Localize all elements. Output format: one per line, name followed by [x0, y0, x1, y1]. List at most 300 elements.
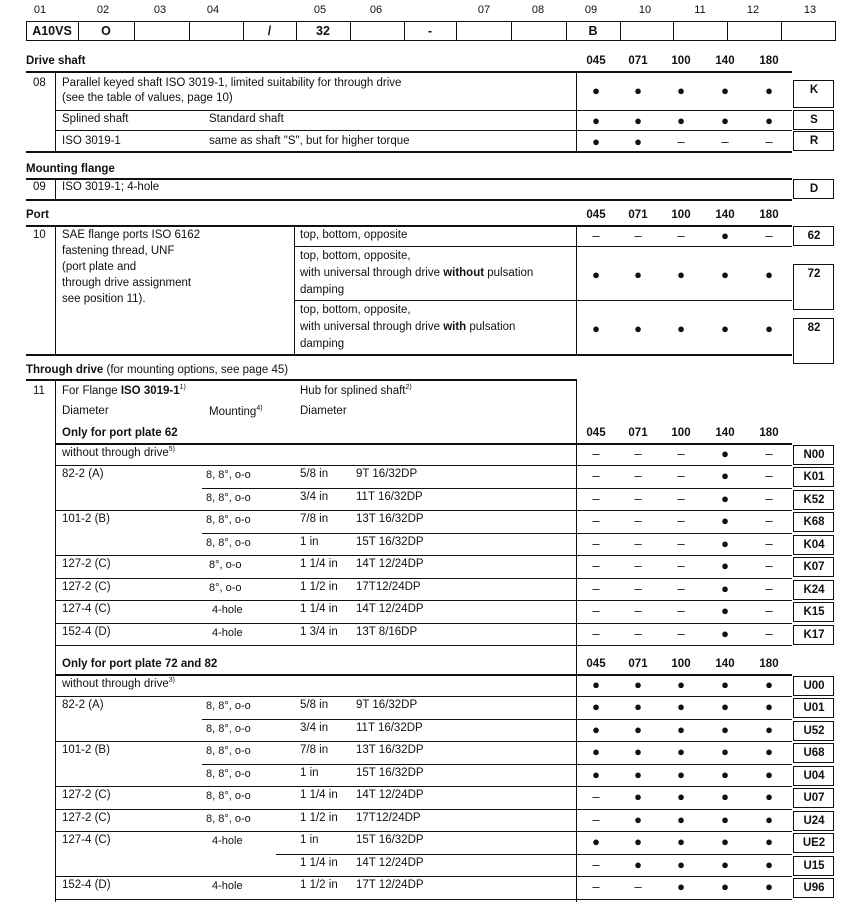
- mark-140: ●: [721, 625, 729, 641]
- mark-180: ●: [765, 834, 773, 849]
- diameter-header: Diameter: [62, 405, 109, 417]
- rule: [26, 71, 792, 73]
- mark-045: –: [592, 513, 600, 528]
- size-header-140: 140: [715, 658, 735, 670]
- option-label: Splined shaft: [62, 113, 129, 125]
- mark-100: ●: [677, 856, 685, 872]
- flange-size: 152-4 (D): [62, 625, 111, 638]
- mark-180: ●: [765, 789, 773, 804]
- position-number: 13: [803, 4, 817, 16]
- mark-100: –: [677, 134, 685, 149]
- size-header-045: 045: [586, 209, 606, 221]
- option-desc: Standard shaft: [209, 113, 284, 125]
- hub-diameter: 1 1/4 in: [300, 856, 338, 869]
- option-label: ISO 3019-1; 4-hole: [62, 181, 160, 193]
- mark-180: –: [765, 446, 773, 461]
- rule: [202, 764, 792, 765]
- rule: [26, 225, 792, 227]
- mark-045: –: [592, 811, 600, 827]
- mark-045: ●: [592, 766, 600, 782]
- section-title: [26, 364, 288, 376]
- footnote-ref: 4): [256, 405, 263, 412]
- mark-180: ●: [765, 267, 773, 282]
- mark-045: ●: [592, 699, 600, 714]
- port-option: [300, 321, 515, 333]
- mark-180: ●: [765, 113, 773, 128]
- mark-071: ●: [634, 267, 642, 282]
- position-number: 07: [477, 4, 491, 16]
- type-code-value: B: [588, 24, 598, 38]
- mark-045: ●: [592, 721, 600, 737]
- mounting-icon: 8, 8°, o-o: [206, 790, 251, 802]
- hub-diameter: 5/8 in: [300, 699, 329, 711]
- order-code: U68: [803, 747, 825, 759]
- type-code-divider: [189, 21, 190, 41]
- mounting-icon: 8, 8°, o-o: [206, 722, 251, 735]
- mark-140: ●: [721, 879, 729, 894]
- rule: [294, 225, 295, 354]
- position-number: 08: [531, 4, 545, 16]
- rule: [55, 443, 792, 445]
- mark-071: –: [634, 580, 642, 596]
- size-header-071: 071: [628, 658, 648, 670]
- mark-100: –: [677, 490, 685, 506]
- mark-140: ●: [721, 677, 729, 692]
- mark-100: ●: [677, 721, 685, 737]
- mark-100: –: [677, 446, 685, 461]
- hub-diameter: 1 in: [300, 834, 319, 846]
- position-number: 10: [638, 4, 652, 16]
- mark-100: ●: [677, 83, 685, 98]
- order-code: U24: [803, 814, 825, 827]
- order-code: U52: [803, 724, 825, 737]
- mark-045: ●: [592, 321, 600, 336]
- mounting-icon: 8, 8°, o-o: [206, 469, 251, 481]
- mark-100: ●: [677, 267, 685, 282]
- flange-size: 152-4 (D): [62, 879, 111, 891]
- section-title: Drive shaft: [26, 55, 86, 67]
- spline-spec: 17T12/24DP: [356, 811, 421, 824]
- mark-140: ●: [721, 267, 729, 282]
- hub-diameter: 1 1/2 in: [300, 580, 338, 593]
- mark-071: –: [634, 603, 642, 618]
- option-label: (see the table of values, page 10): [62, 92, 233, 104]
- rule: [202, 488, 792, 489]
- mark-180: –: [765, 603, 773, 618]
- flange-size: 82-2 (A): [62, 468, 104, 480]
- size-header-045: 045: [586, 658, 606, 670]
- mounting-icon: 8, 8°, o-o: [206, 745, 251, 757]
- group-title: Only for port plate 62: [62, 427, 178, 439]
- mark-180: ●: [765, 83, 773, 98]
- type-code-value: -: [427, 24, 433, 38]
- position-number: 06: [369, 4, 383, 16]
- position-number: 11: [694, 4, 706, 16]
- spline-spec: 17T 12/24DP: [356, 879, 424, 891]
- mark-071: ●: [634, 834, 642, 849]
- mark-180: ●: [765, 879, 773, 894]
- flange-size: 101-2 (B): [62, 744, 110, 756]
- mark-045: ●: [592, 834, 600, 849]
- order-code: K07: [803, 561, 825, 573]
- mark-045: ●: [592, 134, 600, 149]
- mark-180: –: [765, 134, 773, 149]
- order-code: K: [809, 84, 819, 96]
- spline-spec: 15T 16/32DP: [356, 535, 424, 548]
- port-option: damping: [300, 284, 345, 296]
- mark-180: ●: [765, 721, 773, 737]
- position-number: 01: [33, 4, 47, 16]
- mark-180: ●: [765, 677, 773, 692]
- mark-140: ●: [721, 856, 729, 872]
- mark-140: ●: [721, 811, 729, 827]
- spline-spec: 11T 16/32DP: [356, 721, 423, 734]
- rule: [294, 300, 792, 301]
- mark-071: ●: [634, 321, 642, 336]
- without-through-drive-text: without through drive: [62, 677, 169, 690]
- flange-size: 101-2 (B): [62, 513, 110, 525]
- rule: [55, 555, 792, 556]
- mark-100: ●: [677, 113, 685, 128]
- port-description: fastening thread, UNF: [62, 245, 175, 257]
- port-option: top, bottom, opposite: [300, 229, 408, 241]
- position-number: 03: [153, 4, 167, 16]
- mark-180: –: [765, 468, 773, 483]
- mark-100: ●: [677, 789, 685, 804]
- position-label: 11: [33, 385, 45, 397]
- spline-spec: 13T 8/16DP: [356, 625, 418, 638]
- option-label: ISO 3019-1: [62, 135, 121, 147]
- mark-100: –: [677, 468, 685, 483]
- rule: [55, 831, 792, 832]
- mounting-icon: 8, 8°, o-o: [206, 536, 251, 549]
- port-option: top, bottom, opposite,: [300, 304, 411, 316]
- mark-140: ●: [721, 535, 729, 551]
- flange-size: 127-2 (C): [62, 580, 111, 593]
- mounting-icon: 4-hole: [212, 626, 243, 639]
- port-option: [300, 267, 533, 279]
- size-header-100: 100: [671, 427, 691, 439]
- mark-071: ●: [634, 721, 642, 737]
- port-description: (port plate and: [62, 261, 137, 273]
- mark-045: –: [592, 856, 600, 872]
- rule: [202, 533, 792, 534]
- footnote-ref: 1): [179, 384, 186, 391]
- port-option-text: pulsation: [484, 267, 534, 279]
- mark-071: ●: [634, 83, 642, 98]
- mark-140: ●: [721, 83, 729, 98]
- size-header-100: 100: [671, 658, 691, 670]
- size-header-071: 071: [628, 427, 648, 439]
- order-code: K52: [803, 493, 825, 506]
- without-through-drive: [62, 677, 175, 690]
- order-code: S: [810, 114, 818, 126]
- mark-180: –: [765, 535, 773, 551]
- section-title-text: Through drive: [26, 364, 104, 376]
- mark-045: ●: [592, 83, 600, 98]
- mounting-icon: 8, 8°, o-o: [206, 812, 251, 825]
- mark-045: –: [592, 446, 600, 461]
- order-code: K01: [803, 471, 825, 483]
- mark-100: –: [677, 228, 685, 243]
- rule: [55, 674, 792, 676]
- mark-071: ●: [634, 699, 642, 714]
- mark-045: –: [592, 789, 600, 804]
- section-title: Mounting flange: [26, 163, 115, 175]
- size-header-045: 045: [586, 55, 606, 67]
- hub-diameter: 7/8 in: [300, 513, 329, 525]
- mark-045: –: [592, 228, 600, 243]
- mark-045: –: [592, 468, 600, 483]
- mark-180: ●: [765, 321, 773, 336]
- spline-spec: 13T 16/32DP: [356, 744, 424, 756]
- mark-100: –: [677, 580, 685, 596]
- flange-header-text: For Flange: [62, 384, 121, 397]
- type-code-value: A10VS: [32, 24, 72, 38]
- flange-header: [62, 384, 186, 397]
- rule: [55, 876, 792, 877]
- rule: [55, 178, 56, 199]
- mark-100: –: [677, 603, 685, 618]
- spline-spec: 11T 16/32DP: [356, 490, 423, 503]
- rule: [55, 510, 792, 511]
- rule: [55, 696, 792, 697]
- mounting-icon: 8, 8°, o-o: [206, 700, 251, 712]
- mark-180: ●: [765, 744, 773, 759]
- rule: [55, 465, 792, 466]
- size-header-180: 180: [759, 658, 779, 670]
- mark-100: ●: [677, 766, 685, 782]
- mark-100: ●: [677, 321, 685, 336]
- mark-140: ●: [721, 321, 729, 336]
- rule: [26, 354, 792, 356]
- rule: [202, 719, 792, 720]
- rule: [26, 151, 792, 153]
- rule: [55, 71, 56, 151]
- rule: [55, 110, 792, 111]
- size-header-180: 180: [759, 55, 779, 67]
- flange-size: 127-4 (C): [62, 603, 111, 615]
- type-code-divider: [781, 21, 782, 41]
- order-code: U00: [803, 680, 825, 692]
- order-code: K04: [803, 538, 825, 551]
- size-header-100: 100: [671, 209, 691, 221]
- mark-045: ●: [592, 744, 600, 759]
- mark-071: –: [634, 513, 642, 528]
- mounting-icon: 4-hole: [212, 604, 243, 616]
- hub-diameter: 1 1/2 in: [300, 811, 338, 824]
- position-label: 09: [33, 181, 46, 193]
- mark-071: –: [634, 535, 642, 551]
- rule: [26, 178, 792, 180]
- type-code-divider: [511, 21, 512, 41]
- hub-diameter: 1 1/4 in: [300, 558, 338, 570]
- mounting-icon: 8°, o-o: [209, 559, 242, 571]
- rule: [55, 809, 792, 810]
- hub-diameter: 1 in: [300, 535, 319, 548]
- diameter-header: Diameter: [300, 405, 347, 417]
- mark-140: ●: [721, 513, 729, 528]
- rule: [55, 623, 792, 624]
- order-code: R: [809, 135, 819, 147]
- hub-diameter: 3/4 in: [300, 490, 329, 503]
- mark-140: –: [721, 134, 729, 149]
- port-description: see position 11).: [62, 293, 146, 305]
- hub-diameter: 1 1/2 in: [300, 879, 338, 891]
- mark-071: ●: [634, 744, 642, 759]
- mark-045: –: [592, 558, 600, 573]
- order-code: K15: [803, 606, 825, 618]
- footnote-ref: 3): [168, 677, 175, 684]
- group-title: Only for port plate 72 and 82: [62, 658, 218, 670]
- without-through-drive: [62, 446, 175, 459]
- mark-071: ●: [634, 789, 642, 804]
- mark-071: –: [634, 879, 642, 894]
- order-code: K24: [803, 583, 825, 596]
- mark-100: ●: [677, 834, 685, 849]
- order-code: 72: [807, 268, 821, 280]
- mark-071: –: [634, 446, 642, 461]
- position-number: 12: [746, 4, 760, 16]
- section-title-note: (for mounting options, see page 45): [103, 364, 289, 376]
- type-code-value: 32: [316, 24, 330, 38]
- mark-140: ●: [721, 834, 729, 849]
- order-code: U96: [803, 882, 825, 894]
- size-header-140: 140: [715, 209, 735, 221]
- rule: [55, 600, 792, 601]
- spline-spec: 13T 16/32DP: [356, 513, 424, 525]
- mark-071: –: [634, 228, 642, 243]
- mark-045: –: [592, 625, 600, 641]
- flange-size: 127-4 (C): [62, 834, 111, 846]
- size-header-071: 071: [628, 209, 648, 221]
- mark-180: ●: [765, 856, 773, 872]
- spline-spec: 14T 12/24DP: [356, 558, 424, 570]
- size-header-045: 045: [586, 427, 606, 439]
- mark-140: ●: [721, 580, 729, 596]
- hub-header: [300, 384, 412, 397]
- mounting-icon: 4-hole: [212, 835, 243, 847]
- mark-180: –: [765, 490, 773, 506]
- mark-100: ●: [677, 699, 685, 714]
- without-through-drive-text: without through drive: [62, 446, 169, 459]
- position-number: 09: [584, 4, 598, 16]
- mark-140: ●: [721, 446, 729, 461]
- type-code-value: O: [101, 24, 111, 38]
- mark-180: –: [765, 513, 773, 528]
- order-code: UE2: [802, 837, 826, 849]
- order-code: K68: [803, 516, 825, 528]
- mark-180: –: [765, 625, 773, 641]
- mark-071: ●: [634, 134, 642, 149]
- mounting-header-text: Mounting: [209, 405, 257, 418]
- mark-180: –: [765, 558, 773, 573]
- hub-diameter: 1 1/4 in: [300, 789, 338, 801]
- rule: [276, 854, 792, 855]
- order-code: D: [809, 183, 819, 195]
- rule: [55, 578, 792, 579]
- mark-071: –: [634, 625, 642, 641]
- mark-100: ●: [677, 811, 685, 827]
- hub-header-text: Hub for splined shaft: [300, 384, 406, 397]
- rule: [55, 786, 792, 787]
- mark-045: –: [592, 490, 600, 506]
- order-code: 62: [807, 230, 821, 242]
- mark-071: ●: [634, 766, 642, 782]
- mark-071: –: [634, 468, 642, 483]
- type-code-divider: [727, 21, 728, 41]
- spline-spec: 14T 12/24DP: [356, 603, 424, 615]
- spline-spec: 14T 12/24DP: [356, 789, 424, 801]
- type-code-divider: [350, 21, 351, 41]
- flange-size: 127-2 (C): [62, 811, 111, 824]
- mark-100: ●: [677, 879, 685, 894]
- flange-header-standard: ISO 3019-1: [120, 384, 180, 397]
- flange-size: 82-2 (A): [62, 699, 104, 711]
- mark-180: ●: [765, 811, 773, 827]
- mark-071: ●: [634, 113, 642, 128]
- mark-100: ●: [677, 677, 685, 692]
- spline-spec: 14T 12/24DP: [356, 856, 424, 869]
- footnote-ref: 2): [405, 384, 412, 391]
- mark-140: ●: [721, 558, 729, 573]
- mark-100: –: [677, 535, 685, 551]
- type-code-divider: [620, 21, 621, 41]
- rule: [576, 379, 577, 427]
- mark-180: –: [765, 228, 773, 243]
- type-code-divider: [134, 21, 135, 41]
- flange-size: 127-2 (C): [62, 558, 111, 570]
- port-option-text: pulsation: [466, 321, 516, 333]
- mounting-icon: 4-hole: [212, 880, 243, 892]
- section-title: Port: [26, 209, 49, 221]
- port-option-text: with universal through drive: [300, 267, 444, 279]
- position-number: 05: [313, 4, 327, 16]
- hub-diameter: 5/8 in: [300, 468, 329, 480]
- mark-100: –: [677, 558, 685, 573]
- size-header-180: 180: [759, 209, 779, 221]
- mark-100: –: [677, 513, 685, 528]
- mark-140: ●: [721, 113, 729, 128]
- port-description: through drive assignment: [62, 277, 192, 289]
- spline-spec: 15T 16/32DP: [356, 766, 424, 779]
- mark-140: ●: [721, 744, 729, 759]
- type-code-divider: [456, 21, 457, 41]
- mark-140: ●: [721, 468, 729, 483]
- mark-140: ●: [721, 490, 729, 506]
- hub-diameter: 3/4 in: [300, 721, 329, 734]
- port-option-text: with universal through drive: [300, 321, 444, 333]
- position-label: 10: [33, 229, 46, 241]
- mounting-icon: 8°, o-o: [209, 581, 242, 594]
- mark-140: ●: [721, 766, 729, 782]
- mark-140: ●: [721, 228, 729, 243]
- hub-diameter: 1 1/4 in: [300, 603, 338, 615]
- hub-diameter: 7/8 in: [300, 744, 329, 756]
- mark-140: ●: [721, 699, 729, 714]
- order-code: K17: [803, 628, 825, 641]
- size-header-140: 140: [715, 427, 735, 439]
- order-code: U15: [803, 859, 825, 872]
- port-option: top, bottom, opposite,: [300, 250, 411, 262]
- size-header-140: 140: [715, 55, 735, 67]
- size-header-180: 180: [759, 427, 779, 439]
- rule: [55, 130, 792, 131]
- mark-071: –: [634, 558, 642, 573]
- size-header-100: 100: [671, 55, 691, 67]
- type-code-divider: [673, 21, 674, 41]
- flange-size: 127-2 (C): [62, 789, 111, 801]
